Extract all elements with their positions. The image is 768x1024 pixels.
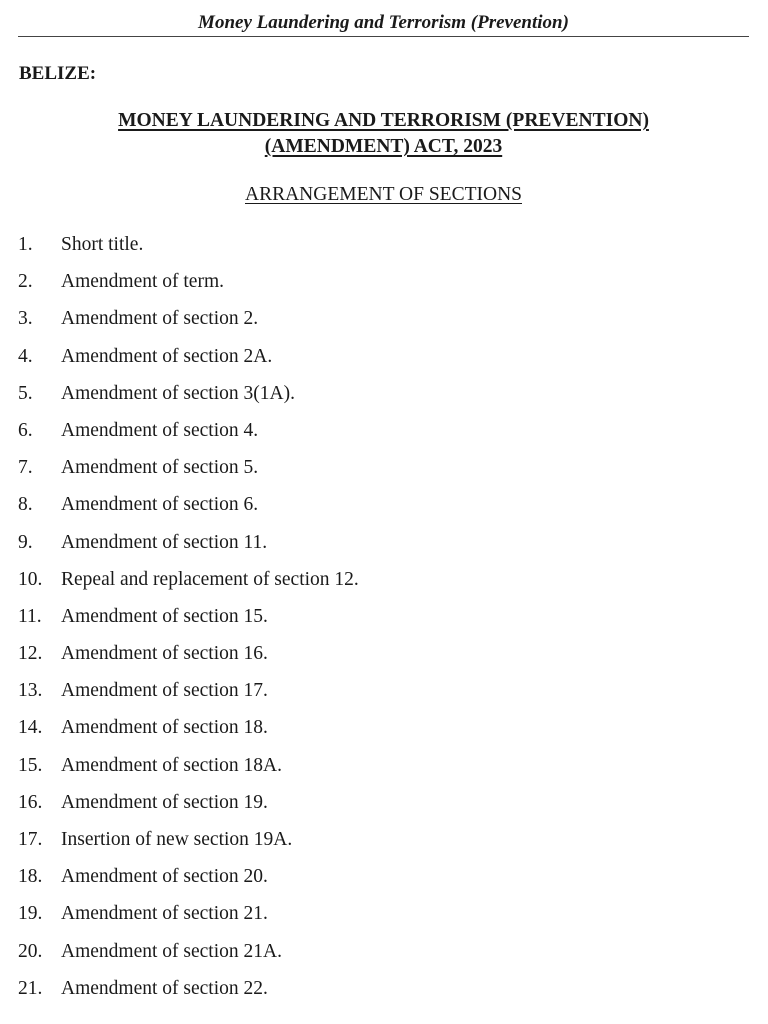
section-item bbox=[18, 901, 359, 938]
section-item bbox=[18, 604, 359, 641]
section-item bbox=[18, 790, 359, 827]
section-title: Amendment of section 2A. bbox=[61, 345, 273, 367]
section-title: Amendment of section 5. bbox=[61, 457, 259, 479]
section-item bbox=[18, 641, 359, 678]
section-title: Amendment of section 19. bbox=[61, 791, 268, 813]
section-title: Amendment of section 21. bbox=[61, 903, 268, 925]
section-title: Amendment of section 18A. bbox=[61, 754, 282, 776]
section-number: 5. bbox=[18, 382, 33, 404]
section-title: Amendment of section 22. bbox=[61, 977, 268, 999]
section-item bbox=[18, 418, 359, 455]
section-item bbox=[18, 715, 359, 752]
section-number: 16. bbox=[18, 791, 43, 813]
section-item bbox=[18, 269, 359, 306]
section-item bbox=[18, 864, 359, 901]
section-title: Amendment of section 6. bbox=[61, 494, 259, 516]
section-title: Insertion of new section 19A. bbox=[61, 829, 293, 850]
section-item bbox=[18, 567, 359, 604]
section-title: Amendment of section 11. bbox=[61, 531, 268, 553]
section-number: 15. bbox=[18, 754, 43, 776]
section-title: Amendment of section 2. bbox=[61, 308, 259, 330]
section-number: 8. bbox=[18, 494, 33, 516]
section-number: 13. bbox=[18, 680, 43, 702]
section-number: 14. bbox=[18, 717, 43, 739]
section-title: Amendment of section 21A. bbox=[61, 940, 282, 962]
section-item bbox=[18, 232, 359, 269]
section-number: 6. bbox=[18, 419, 33, 441]
section-title: Repeal and replacement of section 12. bbox=[61, 568, 359, 590]
section-title: Amendment of section 20. bbox=[61, 866, 268, 888]
section-item bbox=[18, 492, 359, 529]
running-header: Money Laundering and Terrorism (Prevention) bbox=[18, 9, 749, 37]
section-number: 20. bbox=[18, 940, 43, 962]
section-number: 9. bbox=[18, 531, 33, 553]
section-number: 21. bbox=[18, 977, 43, 999]
section-item bbox=[18, 939, 359, 976]
section-item bbox=[18, 827, 359, 864]
section-item bbox=[18, 530, 359, 567]
section-number: 3. bbox=[18, 308, 33, 330]
section-number: 17. bbox=[18, 829, 43, 850]
sections-list bbox=[18, 232, 359, 1013]
section-title: Amendment of term. bbox=[61, 271, 224, 293]
section-title: Amendment of section 3(1A). bbox=[61, 382, 295, 404]
section-title: Short title. bbox=[61, 234, 144, 255]
act-title-line-2-text: (AMENDMENT) ACT, 2023 bbox=[264, 136, 503, 157]
section-item bbox=[18, 344, 359, 381]
section-title: Amendment of section 15. bbox=[61, 605, 268, 627]
section-item bbox=[18, 976, 359, 1013]
section-number: 10. bbox=[18, 568, 43, 590]
section-number: 19. bbox=[18, 903, 43, 925]
section-number: 18. bbox=[18, 866, 43, 888]
section-item bbox=[18, 753, 359, 790]
section-title: Amendment of section 17. bbox=[61, 680, 268, 702]
section-number: 1. bbox=[18, 234, 33, 255]
section-number: 7. bbox=[18, 457, 33, 479]
arrangement-heading-text: ARRANGEMENT OF SECTIONS bbox=[245, 184, 522, 205]
section-item bbox=[18, 455, 359, 492]
section-title: Amendment of section 16. bbox=[61, 643, 268, 665]
section-number: 11. bbox=[18, 605, 42, 627]
section-number: 12. bbox=[18, 643, 43, 665]
section-item bbox=[18, 306, 359, 343]
act-title-line-1 bbox=[18, 108, 749, 134]
act-title bbox=[18, 108, 749, 160]
section-title: Amendment of section 18. bbox=[61, 717, 268, 739]
act-title-line-2 bbox=[18, 134, 749, 160]
section-number: 4. bbox=[18, 345, 33, 367]
section-item bbox=[18, 381, 359, 418]
act-title-line-1-text: MONEY LAUNDERING AND TERRORISM (PREVENTION) bbox=[118, 110, 649, 131]
section-item bbox=[18, 678, 359, 715]
section-number: 2. bbox=[18, 271, 33, 293]
arrangement-heading bbox=[18, 182, 749, 208]
section-title: Amendment of section 4. bbox=[61, 419, 259, 441]
country-heading: BELIZE: bbox=[19, 63, 97, 84]
